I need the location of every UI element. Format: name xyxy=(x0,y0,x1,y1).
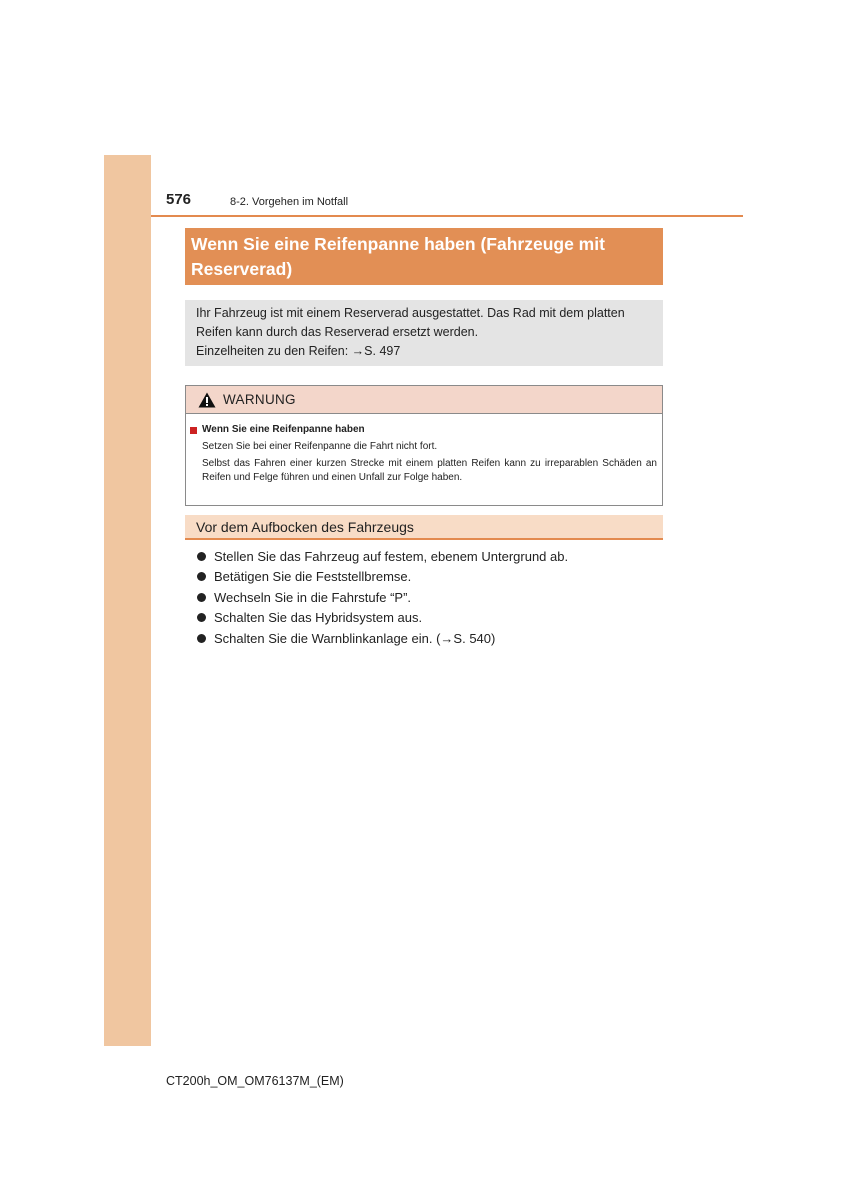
warning-bullet-title: Wenn Sie eine Reifenpanne haben xyxy=(202,424,365,435)
warning-header xyxy=(186,386,662,414)
step-list xyxy=(197,546,657,649)
header-rule xyxy=(151,215,743,217)
intro-line-1: Ihr Fahrzeug ist mit einem Reserverad ausgestattet. Das Rad mit dem platten xyxy=(196,306,625,320)
title-line-1: Wenn Sie eine Reifenpanne haben (Fahrzeuge mit xyxy=(191,234,605,254)
page-number: 576 xyxy=(166,191,192,208)
list-item-text: Stellen Sie das Fahrzeug auf festem, ebenem Untergrund ab. xyxy=(214,548,569,564)
intro-line-2: Reifen kann durch das Reserverad ersetzt werden. xyxy=(196,325,479,339)
warning-body xyxy=(186,414,662,485)
warning-bullet xyxy=(190,423,657,437)
list-item-text: Schalten Sie das Hybridsystem aus. xyxy=(214,610,423,626)
warning-paragraph-1: Setzen Sie bei einer Reifenpanne die Fahrt nicht fort. xyxy=(202,441,438,452)
list-item xyxy=(197,546,657,567)
side-tab-bar xyxy=(104,155,151,1046)
bullet-dot-icon xyxy=(197,572,206,581)
intro-line-3: Einzelheiten zu den Reifen: →S. 497 xyxy=(196,344,401,358)
red-square-bullet-icon xyxy=(190,427,197,434)
intro-box xyxy=(185,300,663,366)
subsection-title: Vor dem Aufbocken des Fahrzeugs xyxy=(185,515,663,540)
list-item-text: Wechseln Sie in die Fahrstufe “P”. xyxy=(214,589,412,605)
list-item xyxy=(197,587,657,608)
list-item xyxy=(197,628,657,649)
warning-paragraph-2: Selbst das Fahren einer kurzen Strecke mit einem platten Reifen kann zu irreparablen Schäden an Reifen und Felge führen und einen Unfall zur Folge haben. xyxy=(202,458,657,483)
title-box xyxy=(185,228,663,285)
footer-doc-code: CT200h_OM_OM76137M_(EM) xyxy=(166,1074,344,1088)
bullet-dot-icon xyxy=(197,552,206,561)
bullet-dot-icon xyxy=(197,634,206,643)
warning-box xyxy=(185,385,663,506)
section-label: 8-2. Vorgehen im Notfall xyxy=(230,196,349,208)
warning-triangle-icon xyxy=(198,392,216,408)
title-line-2: Reserverad) xyxy=(191,259,293,279)
warning-label: WARNUNG xyxy=(223,392,296,407)
list-item xyxy=(197,608,657,629)
bullet-dot-icon xyxy=(197,593,206,602)
list-item xyxy=(197,567,657,588)
list-item-text: Betätigen Sie die Feststellbremse. xyxy=(214,569,412,585)
list-item-text: Schalten Sie die Warnblinkanlage ein. (→S. 540) xyxy=(214,630,496,646)
bullet-dot-icon xyxy=(197,613,206,622)
